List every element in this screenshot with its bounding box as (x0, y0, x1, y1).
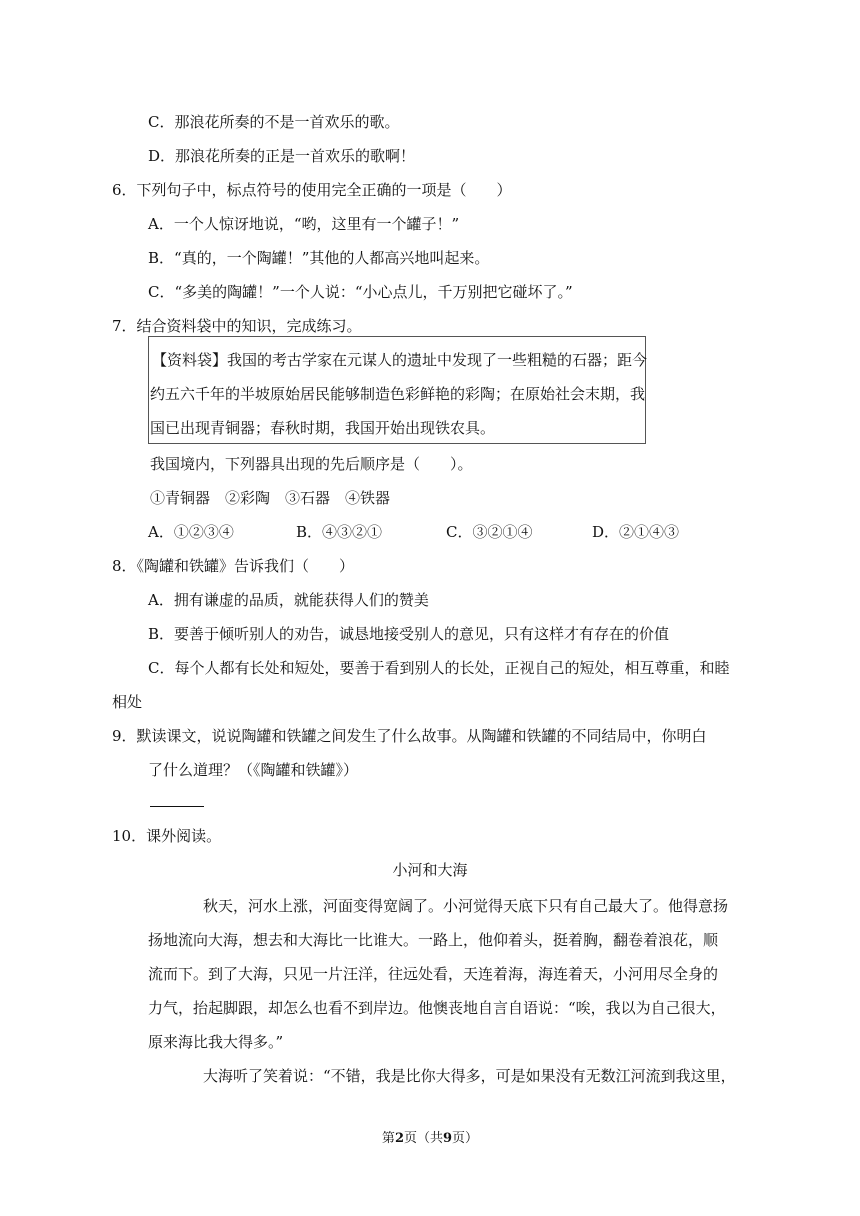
q5-option-c: C．那浪花所奏的不是一首欢乐的歌。 (148, 113, 400, 131)
q9-line-2: 了什么道理？（《陶罐和铁罐》） (148, 761, 359, 779)
info-box-line-2: 约五六千年的半坡原始居民能够制造色彩鲜艳的彩陶；在原始社会末期，我 (150, 385, 646, 403)
footer-total-pages: 9 (443, 1131, 453, 1146)
footer-suffix: 页） (452, 1131, 479, 1146)
passage-p1-line-5: 原来海比我大得多。” (148, 1033, 284, 1051)
q6-option-b: B．“真的，一个陶罐！”其他的人都高兴地叫起来。 (148, 249, 490, 267)
q7-question: 我国境内，下列器具出现的先后顺序是（ ）。 (150, 455, 473, 473)
passage-p1-line-4: 力气，抬起脚跟，却怎么也看不到岸边。他懊丧地自言自语说：“唉，我以为自己很大， (148, 999, 726, 1017)
q6-stem: 6．下列句子中，标点符号的使用完全正确的一项是（ ） (112, 181, 512, 199)
q8-option-c-line-2: 相处 (112, 693, 143, 711)
q6-option-a: A．一个人惊讶地说，“哟，这里有一个罐子！” (148, 215, 460, 233)
q6-option-c: C．“多美的陶罐！”一个人说：“小心点儿，千万别把它碰坏了。” (148, 283, 573, 301)
footer-middle: 页（共 (403, 1131, 443, 1146)
info-box-line-1: 【资料袋】我国的考古学家在元谋人的遗址中发现了一些粗糙的石器；距今 (152, 351, 648, 369)
q5-option-d: D．那浪花所奏的正是一首欢乐的歌啊！ (148, 147, 416, 165)
footer-page-number: 2 (394, 1131, 404, 1146)
passage-p1-line-1: 秋天，河水上涨，河面变得宽阔了。小河觉得天底下只有自己最大了。他得意扬 (203, 897, 729, 915)
page-footer (0, 1130, 860, 1148)
q7-option-a: A．①②③④ (148, 523, 234, 541)
passage-p2-line-1: 大海听了笑着说：“不错，我是比你大得多，可是如果没有无数江河流到我这里， (203, 1067, 736, 1085)
footer-prefix: 第 (381, 1131, 395, 1146)
q8-option-b: B．要善于倾听别人的劝告，诚恳地接受别人的意见，只有这样才有存在的价值 (148, 625, 670, 643)
q10-stem: 10．课外阅读。 (112, 827, 222, 845)
q7-stem: 7．结合资料袋中的知识，完成练习。 (112, 317, 362, 335)
q8-option-a: A．拥有谦虚的品质，就能获得人们的赞美 (148, 591, 429, 609)
q7-option-d: D．②①④③ (592, 523, 680, 541)
passage-title: 小河和大海 (392, 861, 468, 879)
passage-p1-line-2: 扬地流向大海，想去和大海比一比谁大。一路上，他仰着头，挺着胸，翻卷着浪花，顺 (148, 931, 719, 949)
info-box-line-3: 国已出现青铜器；春秋时期，我国开始出现铁农具。 (150, 419, 496, 437)
q7-option-b: B．④③②① (296, 523, 383, 541)
q9-line-1: 9．默读课文，说说陶罐和铁罐之间发生了什么故事。从陶罐和铁罐的不同结局中，你明白 (112, 727, 707, 745)
passage-p1-line-3: 流而下。到了大海，只见一片汪洋，往远处看，天连着海，海连着天，小河用尽全身的 (148, 965, 719, 983)
q7-items: ①青铜器 ②彩陶 ③石器 ④铁器 (150, 489, 391, 507)
q9-answer-blank (150, 806, 204, 807)
q7-option-c: C．③②①④ (446, 523, 533, 541)
q8-option-c-line-1: C．每个人都有长处和短处，要善于看到别人的长处，正视自己的短处，相互尊重，和睦 (148, 659, 730, 677)
q8-stem: 8．《陶罐和铁罐》告诉我们（ ） (112, 557, 355, 575)
